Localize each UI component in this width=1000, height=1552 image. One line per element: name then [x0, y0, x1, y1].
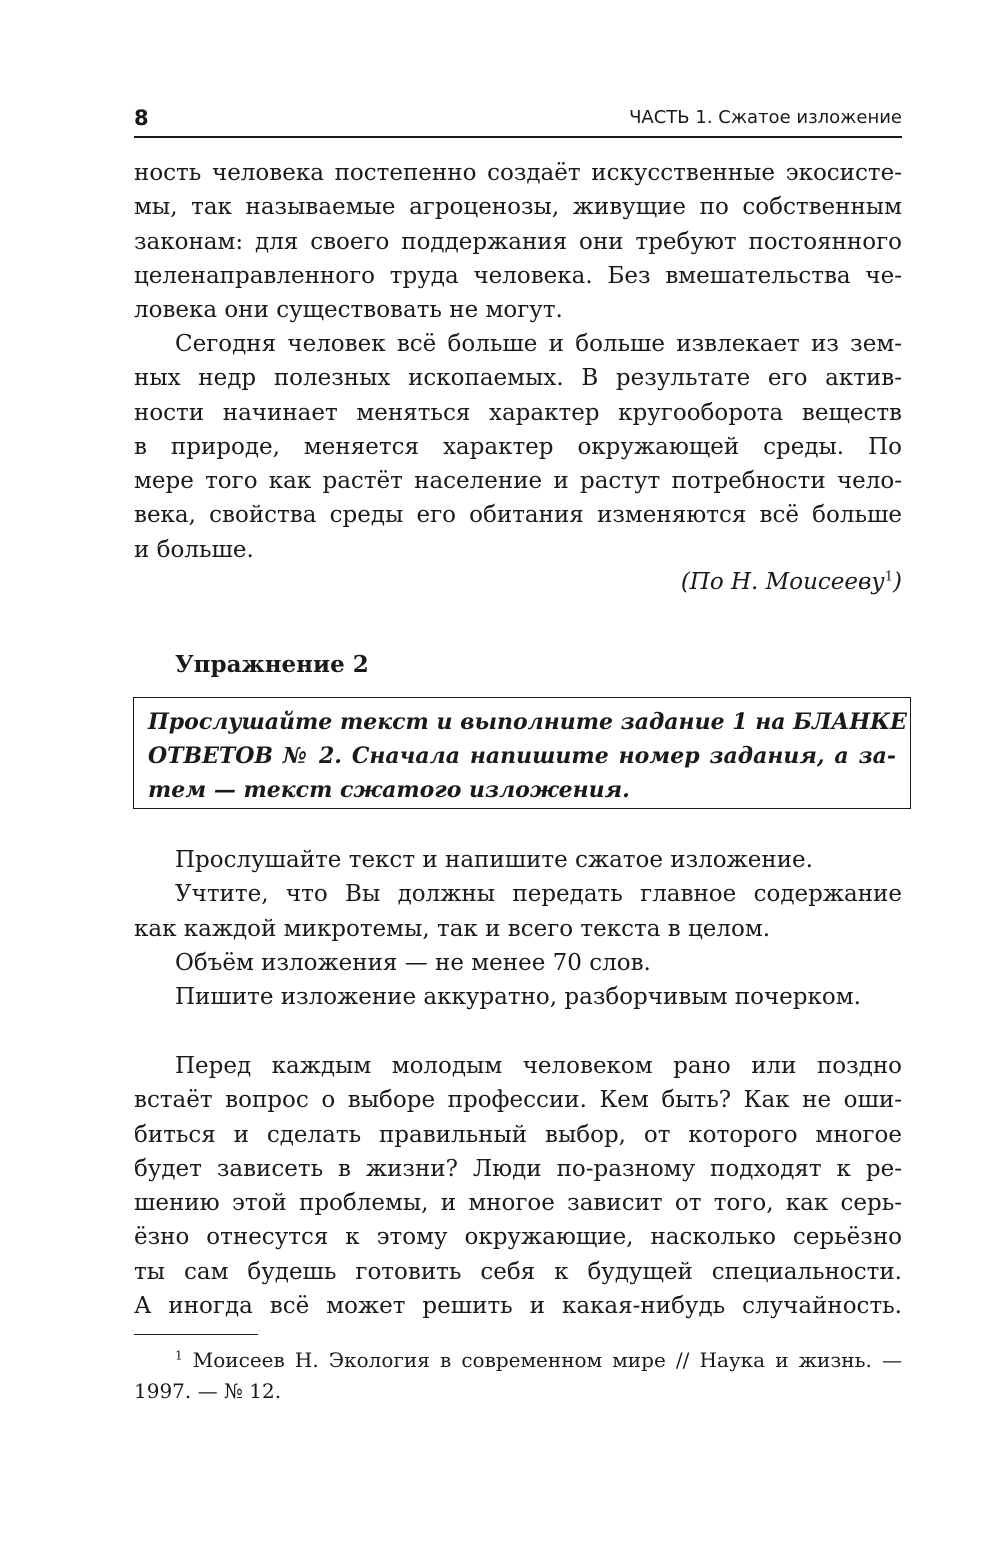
text-line: ность человека постепенно создаёт искусственные экосисте-: [134, 160, 902, 186]
instruction-line: Учтите, что Вы должны передать главное содержание: [175, 881, 902, 908]
instructions: [134, 843, 902, 1014]
text-line: и больше.: [134, 536, 254, 563]
footnote-line: 1997. — № 12.: [134, 1379, 282, 1403]
page-header: [134, 104, 902, 138]
text-line: ёзно отнесутся к этому окружающие, насколько серьёзно: [134, 1224, 902, 1251]
task-line: Прослушайте текст и выполните задание 1 на БЛАНКЕ: [148, 709, 907, 735]
footnote-line: [134, 1345, 902, 1376]
text-line: А иногда всё может решить и какая-нибудь случайность.: [134, 1293, 902, 1320]
instruction-line: Объём изложения — не менее 70 слов.: [175, 949, 651, 976]
footnote-divider: [134, 1334, 258, 1335]
text-line: законам: для своего поддержания они требуют постоянного: [134, 228, 902, 255]
text-line: целенаправленного труда человека. Без вмешательства че-: [134, 262, 902, 289]
text-line: ных недр полезных ископаемых. В результате его актив-: [134, 365, 902, 392]
footnote-reference: 1: [884, 569, 894, 585]
text-line: шению этой проблемы, и многое зависит от того, как серь-: [134, 1190, 902, 1217]
instruction-line: Прослушайте текст и напишите сжатое изложение.: [175, 847, 813, 873]
source-attribution: [681, 565, 902, 599]
footnote-mark: 1: [175, 1348, 183, 1363]
task-box: [133, 697, 911, 809]
task-line: тем — текст сжатого изложения.: [148, 777, 630, 803]
text-line: встаёт вопрос о выборе профессии. Кем быть? Как не оши-: [134, 1087, 902, 1114]
footnote: [134, 1345, 902, 1407]
text-line: мы, так называемые агроценозы, живущие по собственным: [134, 194, 902, 221]
instruction-line: как каждой микротемы, так и всего текста в целом.: [134, 915, 771, 942]
exercise-title: Упражнение 2: [175, 651, 369, 678]
text-line: будет зависеть в жизни? Люди по-разному подходят к ре-: [134, 1155, 902, 1182]
text-line: в природе, меняется характер окружающей среды. По: [134, 433, 902, 460]
text-line: ты сам будешь готовить себя к будущей специальности.: [134, 1258, 902, 1285]
text-line: мере того как растёт население и растут потребности чело-: [134, 468, 902, 495]
page-number: 8: [134, 106, 149, 130]
attribution-text: (По Н. Моисееву: [680, 569, 885, 595]
running-head: ЧАСТЬ 1. Сжатое изложение: [629, 107, 902, 128]
text-line: ловека они существовать не могут.: [134, 297, 563, 324]
text-line: века, свойства среды его обитания изменяются всё больше: [134, 502, 902, 529]
text-line: биться и сделать правильный выбор, от которого многое: [134, 1121, 902, 1148]
paragraph-human-activity: [134, 327, 902, 567]
text-line: Сегодня человек всё больше и больше извлекает из зем-: [175, 331, 902, 357]
attribution-closing: ): [893, 569, 902, 595]
paragraph-continuation: [134, 156, 902, 327]
paragraph-profession: [134, 1049, 902, 1323]
text-line: ности начинает меняться характер кругооборота веществ: [134, 399, 902, 426]
instruction-line: Пишите изложение аккуратно, разборчивым почерком.: [175, 984, 861, 1011]
text-line: Перед каждым молодым человеком рано или поздно: [175, 1053, 902, 1079]
task-line: ОТВЕТОВ № 2. Сначала напишите номер задания, а за-: [148, 743, 896, 769]
footnote-text: Моисеев Н. Экология в современном мире // Наука и жизнь. —: [182, 1348, 902, 1372]
